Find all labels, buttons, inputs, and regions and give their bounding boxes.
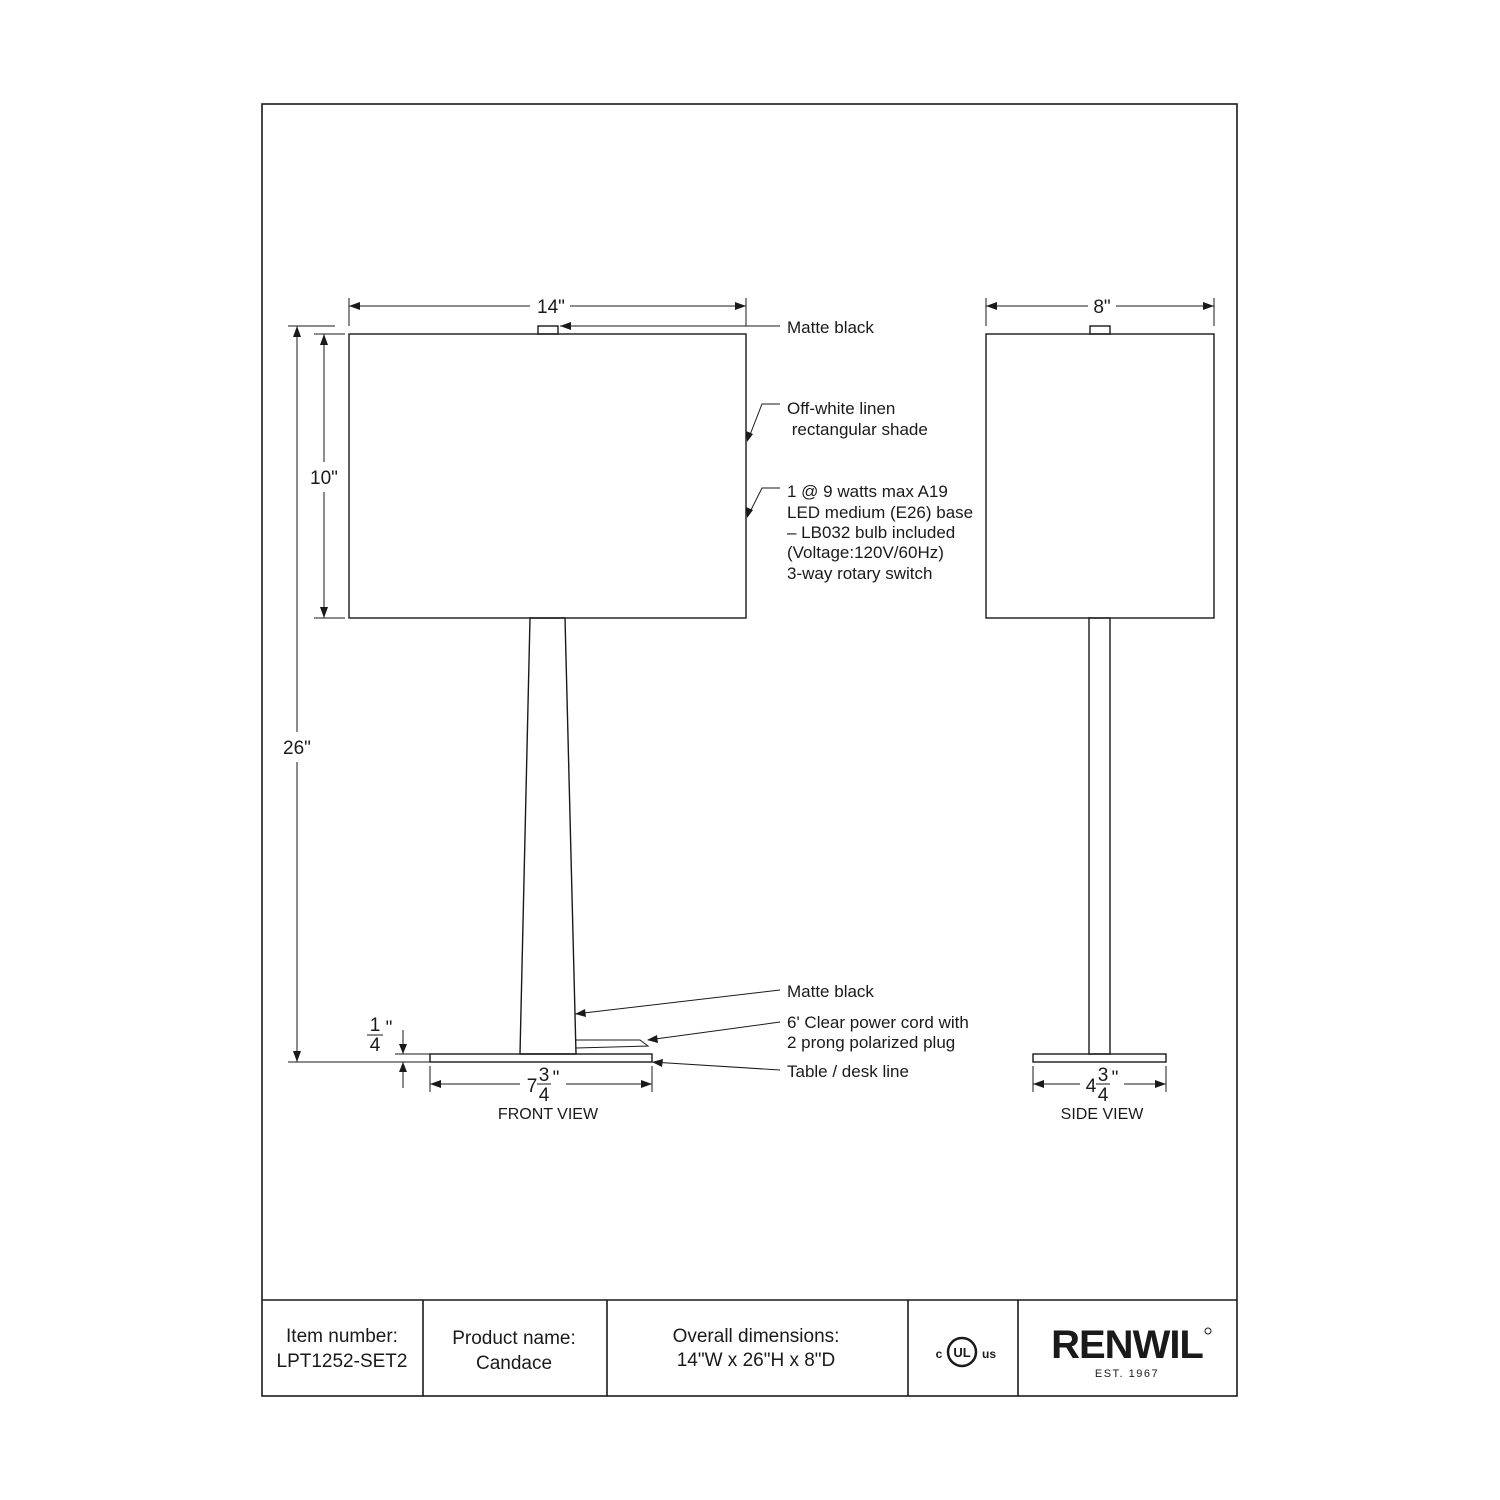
svg-text:3-way rotary switch: 3-way rotary switch <box>787 564 933 583</box>
callouts <box>560 318 973 1081</box>
svg-text:1: 1 <box>369 1015 381 1036</box>
callout-table-line: Table / desk line <box>787 1062 909 1081</box>
drawing-frame <box>262 104 1237 1396</box>
overall-height-dim: 26" <box>283 738 311 759</box>
front-finial <box>538 326 558 334</box>
front-view <box>283 297 746 1123</box>
title-block <box>277 1323 1211 1380</box>
svg-text:4: 4 <box>538 1085 550 1106</box>
side-body <box>1089 618 1110 1054</box>
svg-text:– LB032 bulb included: – LB032 bulb included <box>787 523 956 542</box>
callout-cord-line2: 2 prong polarized plug <box>787 1033 956 1052</box>
svg-text:(Voltage:120V/60Hz): (Voltage:120V/60Hz) <box>787 543 944 562</box>
svg-text:us: us <box>981 1347 997 1361</box>
svg-text:LED medium (E26) base: LED medium (E26) base <box>787 503 974 522</box>
svg-text:UL: UL <box>953 1345 971 1360</box>
svg-text:7: 7 <box>526 1076 538 1097</box>
side-finial <box>1090 326 1110 334</box>
front-body <box>520 618 576 1054</box>
svg-text:": " <box>552 1068 560 1089</box>
svg-text:RENWIL: RENWIL <box>1051 1323 1203 1367</box>
callout-shade-line1: Off-white linen <box>787 399 896 418</box>
svg-text:c: c <box>935 1347 943 1361</box>
item-number-value: LPT1252-SET2 <box>276 1351 408 1372</box>
callout-finial: Matte black <box>787 318 874 337</box>
svg-text:": " <box>385 1018 393 1039</box>
base-thickness-dim <box>367 1015 392 1056</box>
power-cord <box>576 1040 648 1048</box>
base-width-dim <box>527 1065 560 1106</box>
renwil-logo <box>1051 1323 1211 1380</box>
side-width-dim: 8" <box>1093 297 1111 318</box>
svg-text:3: 3 <box>1097 1065 1109 1086</box>
front-width-dim: 14" <box>537 297 565 318</box>
svg-text:4: 4 <box>1097 1085 1109 1106</box>
side-shade <box>986 334 1214 618</box>
callout-body: Matte black <box>787 982 874 1001</box>
product-name-label: Product name: <box>452 1328 576 1349</box>
svg-text:4: 4 <box>369 1035 381 1056</box>
svg-text:3: 3 <box>538 1065 550 1086</box>
side-view-label: SIDE VIEW <box>1060 1106 1144 1123</box>
product-name-value: Candace <box>475 1353 553 1374</box>
callout-shade-line2: rectangular shade <box>787 420 928 439</box>
side-view <box>986 297 1214 1123</box>
svg-text:": " <box>1111 1068 1119 1089</box>
ul-certification-icon <box>936 1338 997 1366</box>
svg-text:EST. 1967: EST. 1967 <box>1094 1368 1160 1380</box>
callout-bulb <box>787 482 973 583</box>
front-shade <box>349 334 746 618</box>
side-base-width-dim <box>1086 1065 1119 1106</box>
svg-text:4: 4 <box>1085 1076 1097 1097</box>
callout-cord-line1: 6' Clear power cord with <box>787 1013 969 1032</box>
overall-dimensions-value: 14"W x 26"H x 8"D <box>676 1350 836 1371</box>
shade-height-dim: 10" <box>310 468 338 489</box>
item-number-label: Item number: <box>286 1326 398 1347</box>
front-view-label: FRONT VIEW <box>497 1106 599 1123</box>
side-base <box>1033 1054 1166 1062</box>
svg-text:1 @ 9 watts max A19: 1 @ 9 watts max A19 <box>787 482 948 501</box>
overall-dimensions-label: Overall dimensions: <box>672 1326 840 1347</box>
front-base <box>430 1054 652 1062</box>
